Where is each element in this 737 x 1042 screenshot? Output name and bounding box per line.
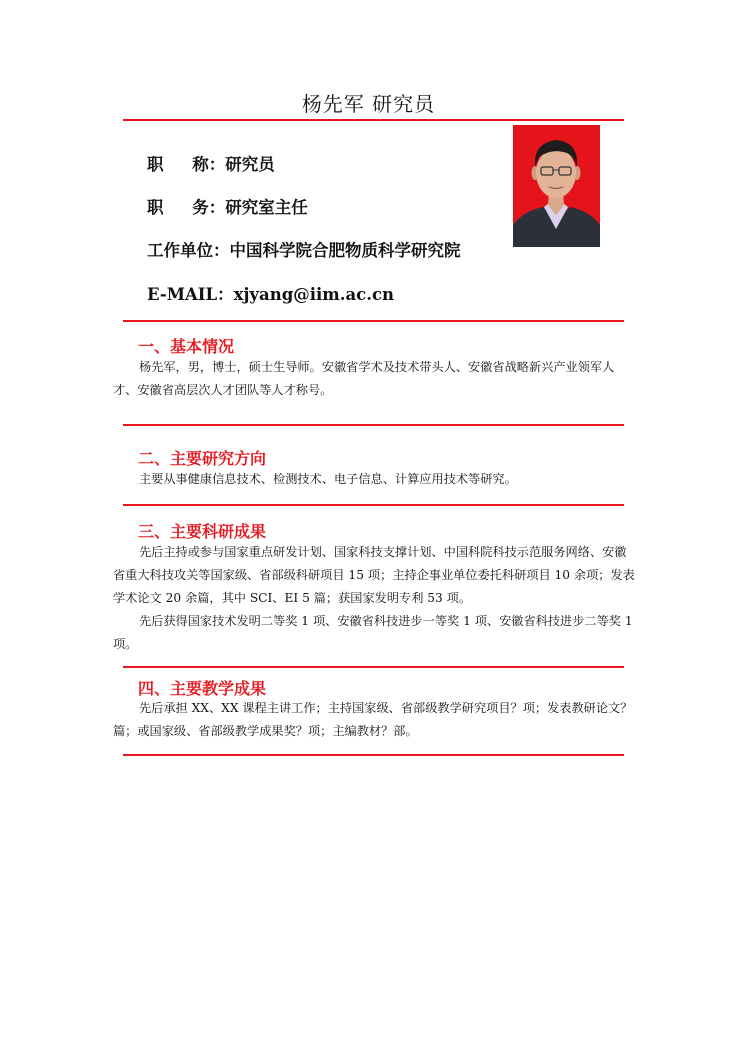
title-value: 研究员 xyxy=(225,155,275,174)
achievements-paragraph-2: 先后获得国家技术发明二等奖 1 项、安徽省科技进步一等奖 1 项、安徽省科技进步二等奖 1 项。 xyxy=(113,614,633,651)
research-paragraph: 主要从事健康信息技术、检测技术、电子信息、计算应用技术等研究。 xyxy=(139,472,517,486)
portrait-icon xyxy=(513,125,600,247)
divider xyxy=(123,320,624,322)
divider xyxy=(123,119,624,121)
portrait-photo xyxy=(513,125,600,247)
divider xyxy=(123,424,624,426)
section-body-basic xyxy=(113,356,637,402)
teaching-paragraph: 先后承担 XX、XX 课程主讲工作；主持国家级、省部级教学研究项目？项；发表教研论文？篇；或国家级、省部级教学成果奖？项；主编教材？部。 xyxy=(113,701,633,738)
page-title: 杨先军 研究员 xyxy=(301,92,436,116)
title-row xyxy=(147,151,275,175)
email-row xyxy=(147,281,394,305)
divider xyxy=(123,666,624,668)
email-label: E-MAIL： xyxy=(147,285,234,304)
section-heading-achievements: 三、主要科研成果 xyxy=(138,522,267,541)
section-heading-teaching: 四、主要教学成果 xyxy=(138,679,267,698)
position-label: 职 务： xyxy=(147,198,226,217)
unit-row xyxy=(147,237,461,261)
title-label: 职 称： xyxy=(147,155,226,174)
divider xyxy=(123,504,624,506)
section-body-achievements xyxy=(113,541,637,656)
section-body-research xyxy=(113,468,637,491)
section-heading-research: 二、主要研究方向 xyxy=(138,449,267,468)
section-body-teaching xyxy=(113,697,637,743)
section-heading-basic: 一、基本情况 xyxy=(138,337,235,356)
position-value: 研究室主任 xyxy=(225,198,308,217)
basic-paragraph: 杨先军，男，博士，硕士生导师。安徽省学术及技术带头人、安徽省战略新兴产业领军人才、安徽省高层次人才团队等人才称号。 xyxy=(113,360,615,397)
divider xyxy=(123,754,624,756)
unit-value: 中国科学院合肥物质科学研究院 xyxy=(229,241,461,260)
email-value: xjyang@iim.ac.cn xyxy=(233,285,395,304)
position-row xyxy=(147,194,308,218)
achievements-paragraph-1: 先后主持或参与国家重点研发计划、国家科技支撑计划、中国科院科技示范服务网络、安徽省重大科技攻关等国家级、省部级科研项目 15 项；主持企事业单位委托科研项目 10 余项；发表学术论文 20 余篇，其中 SCI、EI 5 篇；获国家发明专利 53 项。 xyxy=(113,545,635,605)
unit-label: 工作单位： xyxy=(147,241,230,260)
